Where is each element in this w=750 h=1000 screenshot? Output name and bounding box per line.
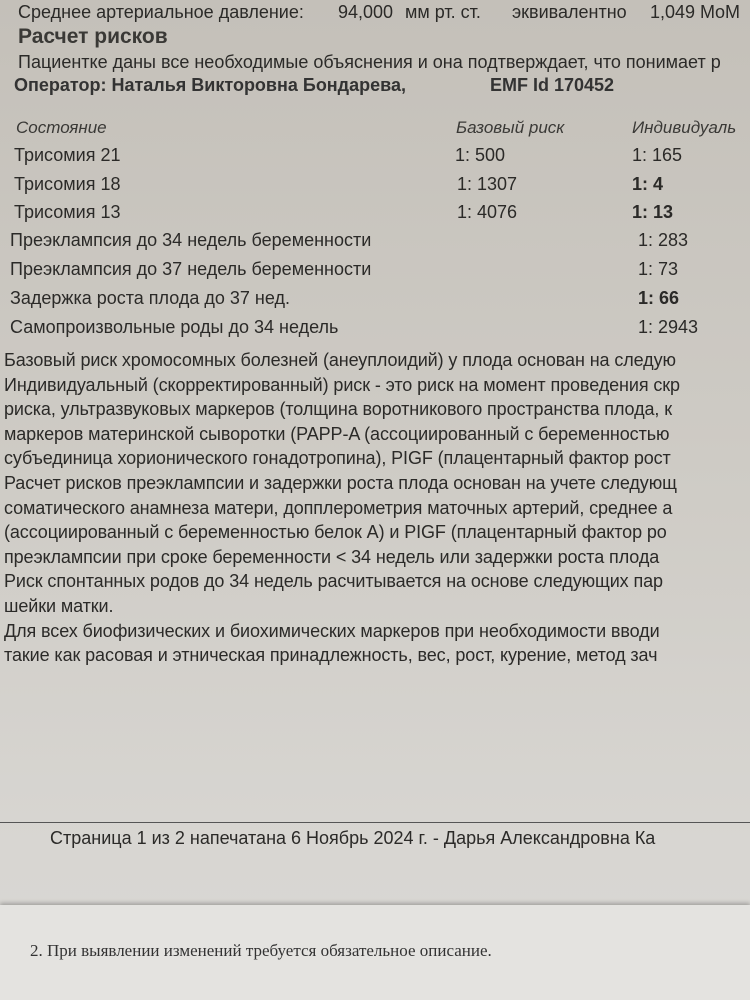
row-state: Трисомия 21 bbox=[14, 145, 121, 165]
overlay-id: EMF Id 170452 bbox=[490, 75, 615, 95]
paragraph-line: Индивидуальный (скорректированный) риск - это риск на момент проведения скр bbox=[4, 374, 680, 395]
consent-text: Пациентке даны все необходимые объяснения и она подтверждает, что понимает р bbox=[18, 52, 721, 72]
paragraph-line: преэклампсии при сроке беременности < 34 недель или задержки роста плода bbox=[4, 546, 660, 567]
operator-line: Оператор: Наталья Викторовна Бондарева, bbox=[14, 75, 406, 95]
paragraph-line: соматического анамнеза матери, допплерометрия маточных артерий, среднее а bbox=[4, 497, 673, 518]
map-equiv: эквивалентно bbox=[512, 2, 627, 22]
row-individual-risk: 1: 283 bbox=[638, 230, 689, 250]
paragraph-line: такие как расовая и этническая принадлежность, вес, рост, курение, метод зач bbox=[4, 645, 658, 666]
col-header-state: Состояние bbox=[16, 118, 107, 137]
paragraph-line: Для всех биофизических и биохимических маркеров при необходимости вводи bbox=[4, 620, 660, 641]
paragraph-line: шейки матки. bbox=[4, 596, 114, 616]
row-individual-risk: 1: 2943 bbox=[638, 317, 699, 337]
map-label: Среднее артериальное давление: bbox=[18, 2, 304, 22]
row-base-risk: 1: 4076 bbox=[457, 202, 518, 222]
row-state: Трисомия 18 bbox=[14, 174, 121, 194]
col-header-base: Базовый риск bbox=[456, 118, 565, 137]
row-individual-risk: 1: 66 bbox=[638, 288, 680, 308]
paragraph-line: (ассоциированный с беременностью белок А) и PIGF (плацентарный фактор ро bbox=[4, 522, 667, 543]
section-title: Расчет рисков bbox=[18, 25, 168, 48]
row-state: Самопроизвольные роды до 34 недель bbox=[10, 317, 339, 337]
paragraph-line: Расчет рисков преэклампсии и задержки роста плода основан на учете следующ bbox=[4, 473, 677, 493]
next-page-edge bbox=[0, 905, 750, 1000]
paragraph-line: риска, ультразвуковых маркеров (толщина воротникового пространства плода, к bbox=[4, 399, 672, 420]
col-header-individual: Индивидуаль bbox=[632, 118, 737, 137]
row-individual-risk: 1: 165 bbox=[632, 145, 683, 165]
row-individual-risk: 1: 13 bbox=[632, 202, 674, 222]
map-unit: мм рт. ст. bbox=[405, 2, 481, 22]
row-individual-risk: 1: 73 bbox=[638, 259, 679, 279]
next-page-text: 2. При выявлении изменений требуется обязательное описание. bbox=[30, 941, 492, 960]
paragraph-line: Риск спонтанных родов до 34 недель расчитывается на основе следующих пар bbox=[4, 571, 663, 592]
row-state: Задержка роста плода до 37 нед. bbox=[10, 288, 290, 308]
page-footer: Страница 1 из 2 напечатана 6 Ноябрь 2024 г. - Дарья Александровна Ка bbox=[50, 828, 656, 848]
row-state: Преэклампсия до 37 недель беременности bbox=[10, 259, 372, 279]
row-individual-risk: 1: 4 bbox=[632, 174, 664, 194]
row-state: Преэклампсия до 34 недель беременности bbox=[10, 230, 372, 250]
map-mom: 1,049 MoM bbox=[650, 2, 741, 22]
paragraph-line: маркеров материнской сыворотки (PAPP-A (ассоциированный с беременностью bbox=[4, 423, 670, 444]
row-base-risk: 1: 500 bbox=[455, 145, 506, 165]
paragraph-line: Базовый риск хромосомных болезней (анеуплоидий) у плода основан на следую bbox=[4, 350, 676, 370]
row-base-risk: 1: 1307 bbox=[457, 174, 518, 194]
map-value: 94,000 bbox=[338, 2, 394, 22]
row-state: Трисомия 13 bbox=[14, 202, 121, 222]
paragraph-line: субъединица хорионического гонадотропина), PIGF (плацентарный фактор рост bbox=[4, 448, 671, 469]
